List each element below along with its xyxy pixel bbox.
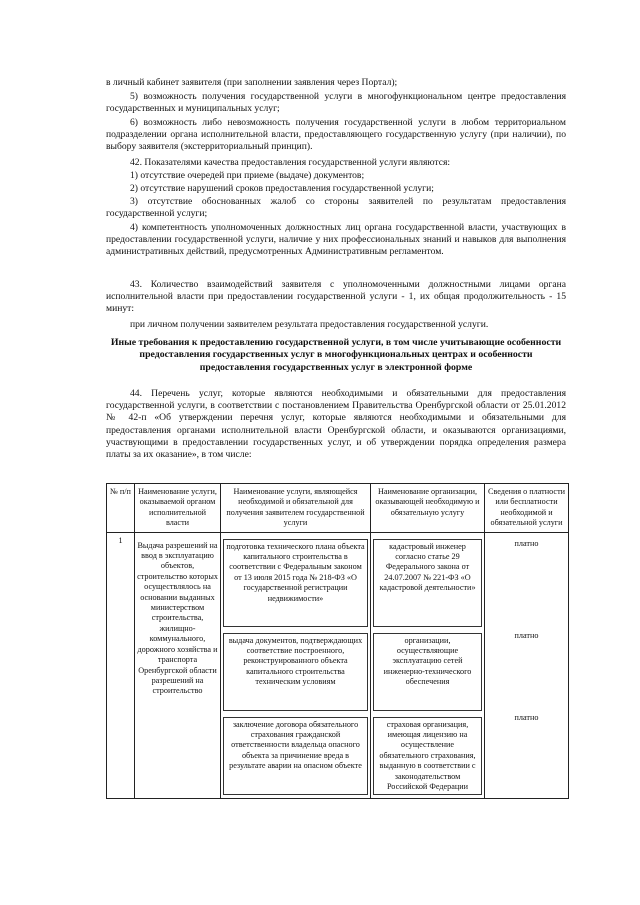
organization-2: организации, осуществляющие эксплуатацию сетей инженерно-технического обеспечения xyxy=(373,633,482,711)
fee-3: платно xyxy=(514,712,539,722)
header-organization: Наименование организации, оказывающей необходимую и обязательную услугу xyxy=(371,484,485,533)
fee-1: платно xyxy=(514,538,539,548)
required-service-1: подготовка технического плана объекта капитального строительства в соответствии с Федеральным законом от 13 июля 2015 года № 218-ФЗ «О государственной регистрации недвижимости» xyxy=(223,539,368,627)
header-fee: Сведения о платности или бесплатности необходимой и обязательной услуги xyxy=(485,484,569,533)
organization-1: кадастровый инженер согласно статье 29 Федерального закона от 24.07.2007 № 221-ФЗ «О кадастровой деятельности» xyxy=(373,539,482,627)
services-table xyxy=(106,483,569,799)
header-service-name: Наименование услуги, оказываемой органом исполнительной власти xyxy=(135,484,221,533)
paragraph-43: 43. Количество взаимодействий заявителя с уполномоченными должностными лицами органа исполнительной власти при предоставлении государственной услуги - 1, их общая продолжительность - 15 минут: xyxy=(106,279,566,315)
cell-fees xyxy=(485,532,569,798)
required-service-2: выдача документов, подтверждающих соответствие построенного, реконструированного объекта капитального строительства техническим условиям xyxy=(223,633,368,711)
cell-required-services xyxy=(221,532,371,798)
table-header-row xyxy=(107,484,569,533)
paragraph-item-6: 6) возможность либо невозможность получения государственной услуги в любом территориальном подразделении органа исполнительной власти, предоставляющего государственную услугу (при наличии), по выбору заявителя (экстерриториальный принцип). xyxy=(106,117,566,153)
paragraph-42-item-1: 1) отсутствие очередей при приеме (выдаче) документов; xyxy=(130,170,365,181)
cell-num: 1 xyxy=(107,532,135,798)
header-required-service: Наименование услуги, являющейся необходимой и обязательной для получения заявителем государственной услуги xyxy=(221,484,371,533)
paragraph-42-item-3: 3) отсутствие обоснованных жалоб со стороны заявителей по результатам предоставления государственной услуги; xyxy=(106,196,566,220)
cell-organizations xyxy=(371,532,485,798)
paragraph-42-item-2: 2) отсутствие нарушений сроков предоставления государственной услуги; xyxy=(130,183,434,194)
paragraph-42-intro: 42. Показателями качества предоставления государственной услуги являются: xyxy=(130,157,451,168)
paragraph-item-5: 5) возможность получения государственной услуги в многофункциональном центре предоставления государственных и муниципальных услуг; xyxy=(106,91,566,115)
paragraph-42-item-4: 4) компетентность уполномоченных должностных лиц органа государственной власти, участвующих в предоставлении государственной услуги, наличие у них профессиональных знаний и навыков для выполнения административных действий, предусмотренных Административным регламентом. xyxy=(106,222,566,258)
cell-service-name: Выдача разрешений на ввод в эксплуатацию объектов, строительство которых осуществлялось на основании выданных министерством строительства, жилищно-коммунального, дорожного хозяйства и транспорта Оренбургской области разрешений на строительство xyxy=(135,532,221,798)
header-num: № п/п xyxy=(107,484,135,533)
table-row xyxy=(107,532,569,798)
organization-3: страховая организация, имеющая лицензию на осуществление обязательного страхования, выданную в соответствии с законодательством Российской Федерации xyxy=(373,717,482,795)
paragraph-personal-cabinet: в личный кабинет заявителя (при заполнении заявления через Портал); xyxy=(106,77,398,88)
paragraph-43-personal: при личном получении заявителем результата предоставления государственной услуги. xyxy=(130,319,489,330)
paragraph-44: 44. Перечень услуг, которые являются необходимыми и обязательными для предоставления государственной услуги, в соответствии с постановлением Правительства Оренбургской области от 25.01.2012 № 42-п «Об утверждении перечня услуг, которые являются необходимыми и обязательными для предоставления органами исполнительной власти Оренбургской области, и оказываются организациями, участвующими в предоставлении государственных услуг, и об утверждении порядка определения размера платы за их оказание», в том числе: xyxy=(106,388,566,461)
required-service-3: заключение договора обязательного страхования гражданской ответственности владельца опасного объекта за причинение вреда в результате аварии на опасном объекте xyxy=(223,717,368,795)
section-heading: Иные требования к предоставлению государственной услуги, в том числе учитывающие особенности предоставления государственных услуг в многофункциональных центрах и особенности предоставления государственных услуг в электронной форме xyxy=(110,337,562,373)
fee-2: платно xyxy=(514,630,539,640)
